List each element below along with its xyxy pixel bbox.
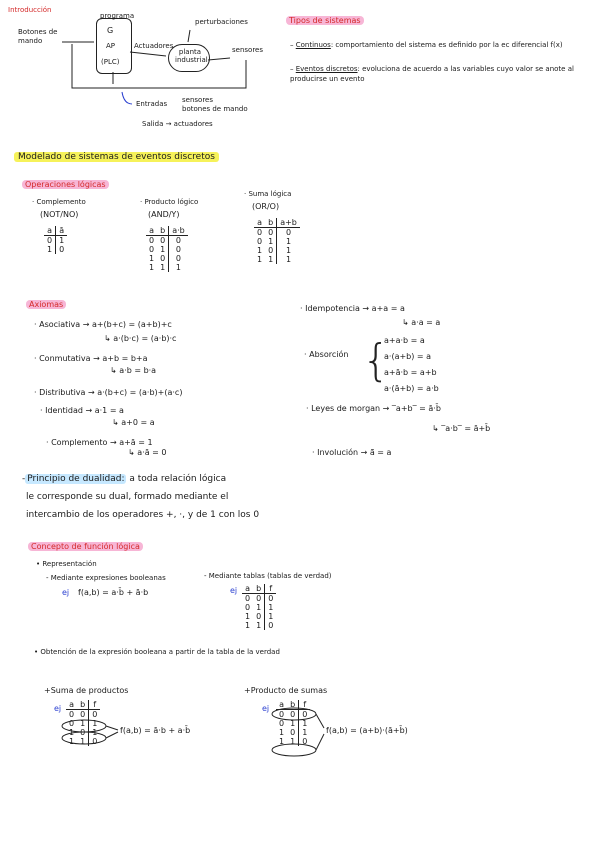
morgan-l2: ↳ ‾a·b‾ = ā+b̄ xyxy=(432,424,491,433)
ps-result: f(a,b) = (a+b)·(ā+b̄) xyxy=(326,726,408,735)
sp-result: f(a,b) = ā·b + a·b̄ xyxy=(120,726,191,735)
representacion: • Representación xyxy=(36,560,97,568)
tipos-title: Tipos de sistemas xyxy=(286,16,364,25)
box-plc: (PLC) xyxy=(101,58,120,66)
tipos-continuos: – Continuos: comportamiento del sistema es definido por la ec diferencial f(x) xyxy=(290,41,563,49)
complemento-label: · Complemento xyxy=(32,198,86,206)
tipos-eventos: – Eventos discretos: evoluciona de acuerdo a las variables cuyo valor se anote al producirse un evento xyxy=(290,65,574,83)
axiomas-title: Axiomas xyxy=(26,300,66,309)
entradas-b: botones de mando xyxy=(182,105,248,113)
ps-ej: ej xyxy=(262,704,270,713)
idempotencia: · Idempotencia → a+a = a xyxy=(300,304,405,313)
ps-table: a b f 0 0 0 0 1 1 1 0 1 1 1 0 xyxy=(276,700,310,746)
idempotencia-l2: ↳ a·a = a xyxy=(402,318,441,327)
box-g: G xyxy=(107,26,114,35)
asociativa-l2: ↳ a·(b·c) = (a·b)·c xyxy=(104,334,177,343)
funcion-expr: f(a,b) = a·b̄ + ā·b xyxy=(78,588,149,597)
absorcion-l2: a·(a+b) = a xyxy=(384,352,432,361)
sp-ej: ej xyxy=(54,704,62,713)
dualidad-line3: intercambio de los operadores +, ·, y de 1 con los 0 xyxy=(26,510,260,520)
sp-table: a b f 0 0 0 0 1 1 1 0 1 1 1 0 xyxy=(66,700,100,746)
complemento-sub: (NOT/NO) xyxy=(40,210,79,219)
operaciones-title: Operaciones lógicas xyxy=(22,180,109,189)
sensores-label: sensores xyxy=(232,46,263,54)
involucion: · Involución → ā̄ = a xyxy=(312,448,392,457)
suma-label: · Suma lógica xyxy=(244,190,292,198)
intro-heading: Introducción xyxy=(8,6,52,14)
perturbaciones-label: perturbaciones xyxy=(195,18,248,26)
entradas-a: sensores xyxy=(182,96,213,104)
planta-label: planta industrial xyxy=(175,48,208,64)
funcion-ej: ej xyxy=(62,588,70,597)
absorcion-brace: { xyxy=(362,335,390,386)
funcion-table: a b f 0 0 0 0 1 1 1 0 1 1 1 0 xyxy=(242,584,276,630)
entradas-label: Entradas xyxy=(136,100,168,108)
producto-label: · Producto lógico xyxy=(140,198,199,206)
modelado-title: Modelado de sistemas de eventos discretos xyxy=(14,152,219,162)
suma-productos-title: +Suma de productos xyxy=(44,686,129,695)
funcion-title: Concepto de función lógica xyxy=(28,542,143,551)
intro-left-label: Botones de mando xyxy=(18,28,58,45)
funcion-table-ej: ej xyxy=(230,586,238,595)
mediante-tablas: - Mediante tablas (tablas de verdad) xyxy=(204,572,332,580)
absorcion-l4: a·(ā+b) = a·b xyxy=(384,384,439,393)
box-ap: AP xyxy=(106,42,116,50)
complemento-table: a ā 0 1 1 0 xyxy=(44,226,67,254)
conmutativa: · Conmutativa → a+b = b+a xyxy=(34,354,148,363)
complemento-axiom: · Complemento → a+ā = 1 xyxy=(46,438,153,447)
dualidad-line2: le corresponde su dual, formado mediante el xyxy=(26,492,229,502)
identidad: · Identidad → a·1 = a xyxy=(40,406,124,415)
suma-table: a b a+b 0 0 0 0 1 1 1 0 1 1 1 1 xyxy=(254,218,300,264)
complemento-axiom-l2: ↳ a·ā = 0 xyxy=(128,448,167,457)
box-top-label: programa xyxy=(100,12,135,20)
actuadores-label: Actuadores xyxy=(134,42,174,50)
suma-sub: (OR/O) xyxy=(252,202,280,211)
producto-sub: (AND/Y) xyxy=(148,210,180,219)
dualidad-line1: - Principio de dualidad: a toda relación lógica xyxy=(22,474,227,484)
obtencion: • Obtención de la expresión booleana a partir de la tabla de la verdad xyxy=(34,648,280,656)
morgan: · Leyes de morgan → ‾a+b‾ = ā·b̄ xyxy=(306,404,441,413)
identidad-l2: ↳ a+0 = a xyxy=(112,418,155,427)
mediante-expr: - Mediante expresiones booleanas xyxy=(46,574,166,582)
absorcion-label: · Absorción xyxy=(304,350,349,359)
distributiva: · Distributiva → a·(b+c) = (a·b)+(a·c) xyxy=(34,388,183,397)
absorcion-l3: a+ā·b = a+b xyxy=(384,368,437,377)
conmutativa-l2: ↳ a·b = b·a xyxy=(110,366,157,375)
absorcion-l1: a+a·b = a xyxy=(384,336,425,345)
salidas-label: Salida → actuadores xyxy=(142,120,213,128)
asociativa: · Asociativa → a+(b+c) = (a+b)+c xyxy=(34,320,172,329)
producto-sumas-title: +Producto de sumas xyxy=(244,686,328,695)
producto-table: a b a·b 0 0 0 0 1 0 1 0 0 1 1 1 xyxy=(146,226,188,272)
